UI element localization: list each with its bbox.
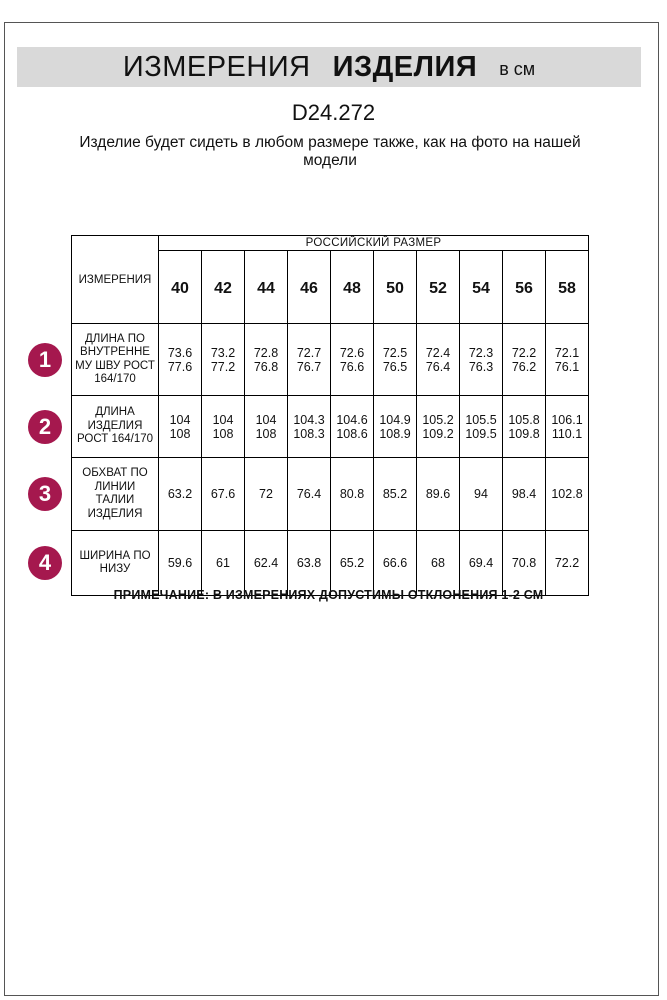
measure-header: ИЗМЕРЕНИЯ	[72, 236, 159, 324]
measurement-value: 61	[202, 531, 245, 596]
size-header-46: 46	[288, 251, 331, 324]
measurement-value: 68	[417, 531, 460, 596]
measurement-value: 104 108	[202, 396, 245, 458]
title-measurements: ИЗМЕРЕНИЯ	[122, 50, 311, 83]
measurement-value: 72.8 76.8	[245, 324, 288, 396]
article-code: D24.272	[291, 100, 376, 125]
measurement-value: 63.2	[159, 458, 202, 531]
measurement-value: 76.4	[288, 458, 331, 531]
measurement-label: ДЛИНА ПО ВНУТРЕННЕ МУ ШВУ РОСТ 164/170	[72, 324, 159, 396]
measurement-value: 94	[460, 458, 503, 531]
measurement-value: 106.1 110.1	[546, 396, 589, 458]
size-header-48: 48	[331, 251, 374, 324]
measurement-value: 73.2 77.2	[202, 324, 245, 396]
measurement-value: 59.6	[159, 531, 202, 596]
measurement-value: 85.2	[374, 458, 417, 531]
size-header-52: 52	[417, 251, 460, 324]
size-header-44: 44	[245, 251, 288, 324]
measurement-value: 72.7 76.7	[288, 324, 331, 396]
measurement-value: 80.8	[331, 458, 374, 531]
header-row-group	[72, 236, 589, 251]
measurement-value: 105.5 109.5	[460, 396, 503, 458]
measurement-value: 72.3 76.3	[460, 324, 503, 396]
tolerance-note: ПРИМЕЧАНИЕ: В ИЗМЕРЕНИЯХ ДОПУСТИМЫ ОТКЛОНЕНИЯ 1-2 СМ	[113, 588, 544, 602]
title-bar	[17, 47, 641, 87]
measurement-value: 67.6	[202, 458, 245, 531]
size-header-54: 54	[460, 251, 503, 324]
row-number-badge: 1	[28, 343, 62, 377]
size-table	[71, 235, 589, 596]
measurement-value: 72.2	[546, 531, 589, 596]
fit-subtitle: Изделие будет сидеть в любом размере также, как на фото на нашей модели	[79, 134, 581, 169]
size-header-56: 56	[503, 251, 546, 324]
measurement-value: 102.8	[546, 458, 589, 531]
measurement-value: 104.9 108.9	[374, 396, 417, 458]
measurement-value: 105.8 109.8	[503, 396, 546, 458]
measurement-label: ДЛИНА ИЗДЕЛИЯ РОСТ 164/170	[72, 396, 159, 458]
measurement-value: 72.1 76.1	[546, 324, 589, 396]
measurement-value: 98.4	[503, 458, 546, 531]
size-header-42: 42	[202, 251, 245, 324]
measurement-value: 72	[245, 458, 288, 531]
measurement-value: 89.6	[417, 458, 460, 531]
measurement-value: 72.6 76.6	[331, 324, 374, 396]
measurement-row	[72, 531, 589, 596]
measurement-label: ШИРИНА ПО НИЗУ	[72, 531, 159, 596]
measurement-value: 104.6 108.6	[331, 396, 374, 458]
measurement-value: 65.2	[331, 531, 374, 596]
measurement-value: 72.4 76.4	[417, 324, 460, 396]
measurement-value: 73.6 77.6	[159, 324, 202, 396]
measurement-value: 70.8	[503, 531, 546, 596]
size-header-40: 40	[159, 251, 202, 324]
row-number-badge: 2	[28, 410, 62, 444]
measurement-value: 104 108	[159, 396, 202, 458]
title-product: ИЗДЕЛИЯ	[332, 50, 478, 83]
measurement-value: 72.2 76.2	[503, 324, 546, 396]
measurement-row	[72, 396, 589, 458]
measurement-value: 104 108	[245, 396, 288, 458]
measurement-value: 62.4	[245, 531, 288, 596]
measurement-value: 72.5 76.5	[374, 324, 417, 396]
measurement-value: 104.3 108.3	[288, 396, 331, 458]
measurement-value: 63.8	[288, 531, 331, 596]
title-unit: в см	[499, 58, 536, 79]
size-group-header: РОССИЙСКИЙ РАЗМЕР	[159, 236, 589, 251]
size-header-58: 58	[546, 251, 589, 324]
row-number-badge: 4	[28, 546, 62, 580]
size-header-50: 50	[374, 251, 417, 324]
measurement-row	[72, 458, 589, 531]
measurement-value: 69.4	[460, 531, 503, 596]
measurement-label: ОБХВАТ ПО ЛИНИИ ТАЛИИ ИЗДЕЛИЯ	[72, 458, 159, 531]
measurement-value: 105.2 109.2	[417, 396, 460, 458]
measurement-row	[72, 324, 589, 396]
row-number-badge: 3	[28, 477, 62, 511]
measurement-value: 66.6	[374, 531, 417, 596]
